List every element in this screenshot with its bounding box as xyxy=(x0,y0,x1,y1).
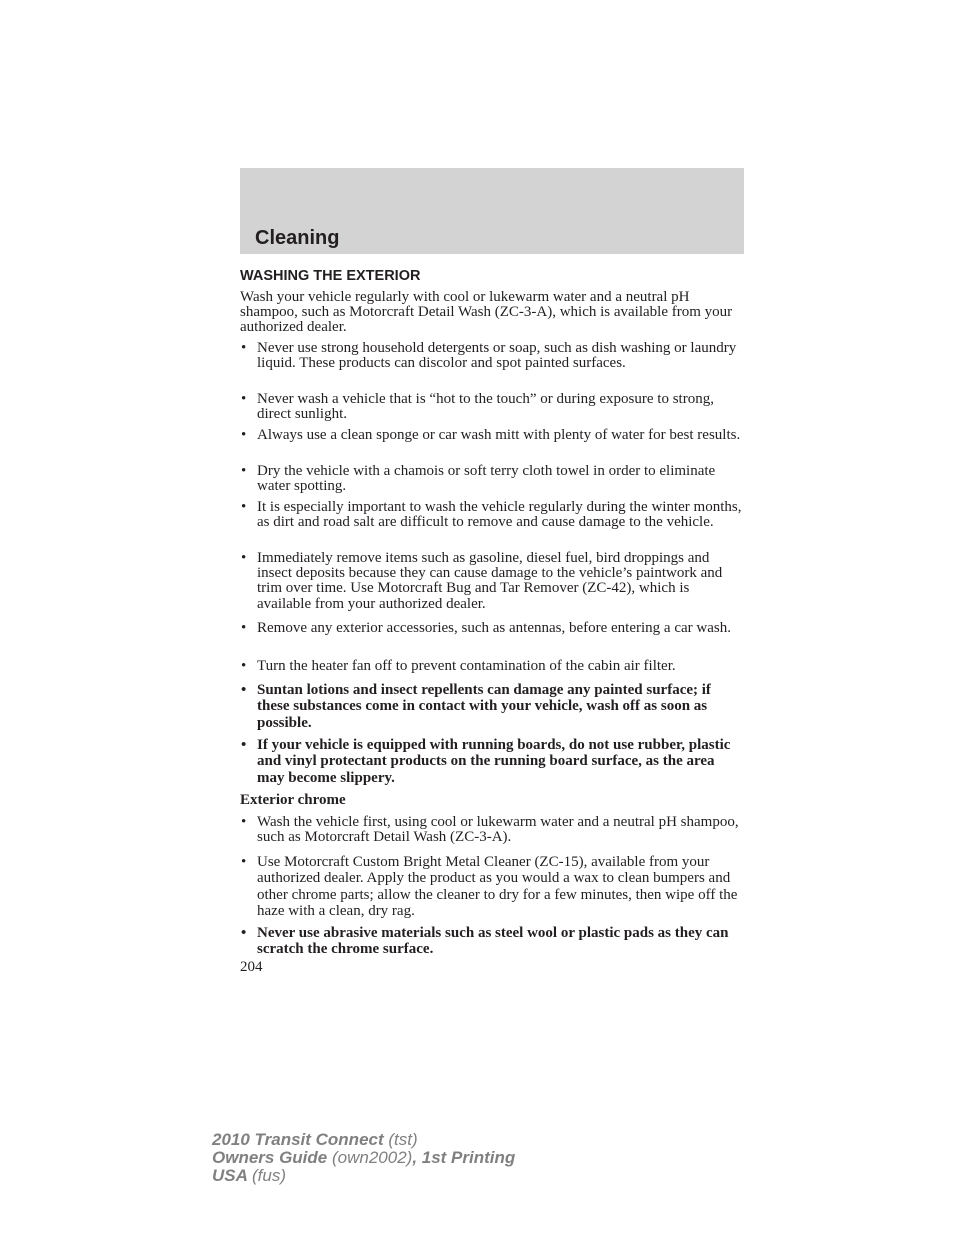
footer-guide-code: (own2002) xyxy=(331,1148,413,1167)
warning-item: • Suntan lotions and insect repellents can damage any painted surface; if these substances come in contact with your vehicle, wash off as soon as possible. xyxy=(241,682,711,731)
footer-model-code: (tst) xyxy=(388,1130,418,1149)
footer-market: USA xyxy=(212,1166,248,1185)
list-item: • Immediately remove items such as gasoline, diesel fuel, bird droppings and insect deposits because they can cause damage to the vehicle’s paintwork and trim over time. Use Motorcraft Bug and Tar Remover (ZC-42), which is available from your authorized dealer. xyxy=(241,550,723,612)
list-item: • Remove any exterior accessories, such as antennas, before entering a car wash. xyxy=(241,620,731,636)
list-item: • Use Motorcraft Custom Bright Metal Cleaner (ZC-15), available from your authorized dealer. Apply the product as you would a wax to clean bumpers and other chrome parts; allow the cleaner to dry for a few minutes, then wipe off the haze with a clean, dry rag. xyxy=(241,854,738,919)
list-item: • Wash the vehicle first, using cool or lukewarm water and a neutral pH shampoo, such as Motorcraft Detail Wash (ZC-3-A). xyxy=(241,814,739,846)
warning-item: • Never use abrasive materials such as steel wool or plastic pads as they can scratch the chrome surface. xyxy=(241,925,729,958)
footer-printing: , 1st Printing xyxy=(412,1148,516,1167)
list-item: • Never use strong household detergents or soap, such as dish washing or laundry liquid. These products can discolor and spot painted surfaces. xyxy=(241,340,737,372)
footer-model: 2010 Transit Connect xyxy=(212,1130,384,1149)
subsection-title: Exterior chrome xyxy=(240,792,346,808)
chapter-title: Cleaning xyxy=(255,227,340,249)
section-title: WASHING THE EXTERIOR xyxy=(240,268,421,284)
chapter-header xyxy=(240,168,744,254)
list-item: • Never wash a vehicle that is “hot to the touch” or during exposure to strong, direct sunlight. xyxy=(241,391,714,423)
list-item: • Always use a clean sponge or car wash mitt with plenty of water for best results. xyxy=(241,427,741,443)
footer-market-code: (fus) xyxy=(252,1166,286,1185)
footer-guide: Owners Guide xyxy=(212,1148,328,1167)
page-number: 204 xyxy=(240,959,263,975)
list-item: • Turn the heater fan off to prevent contamination of the cabin air filter. xyxy=(241,658,676,674)
intro-paragraph: Wash your vehicle regularly with cool or lukewarm water and a neutral pH shampoo, such as Motorcraft Detail Wash (ZC-3-A), which is available from your authorized dealer. xyxy=(240,289,733,336)
list-item: • It is especially important to wash the vehicle regularly during the winter months, as dirt and road salt are difficult to remove and cause damage to the vehicle. xyxy=(241,499,742,531)
footer xyxy=(212,1131,515,1185)
warning-item: • If your vehicle is equipped with running boards, do not use rubber, plastic and vinyl protectant products on the running board surface, as the area may become slippery. xyxy=(241,737,731,786)
list-item: • Dry the vehicle with a chamois or soft terry cloth towel in order to eliminate water spotting. xyxy=(241,463,716,495)
